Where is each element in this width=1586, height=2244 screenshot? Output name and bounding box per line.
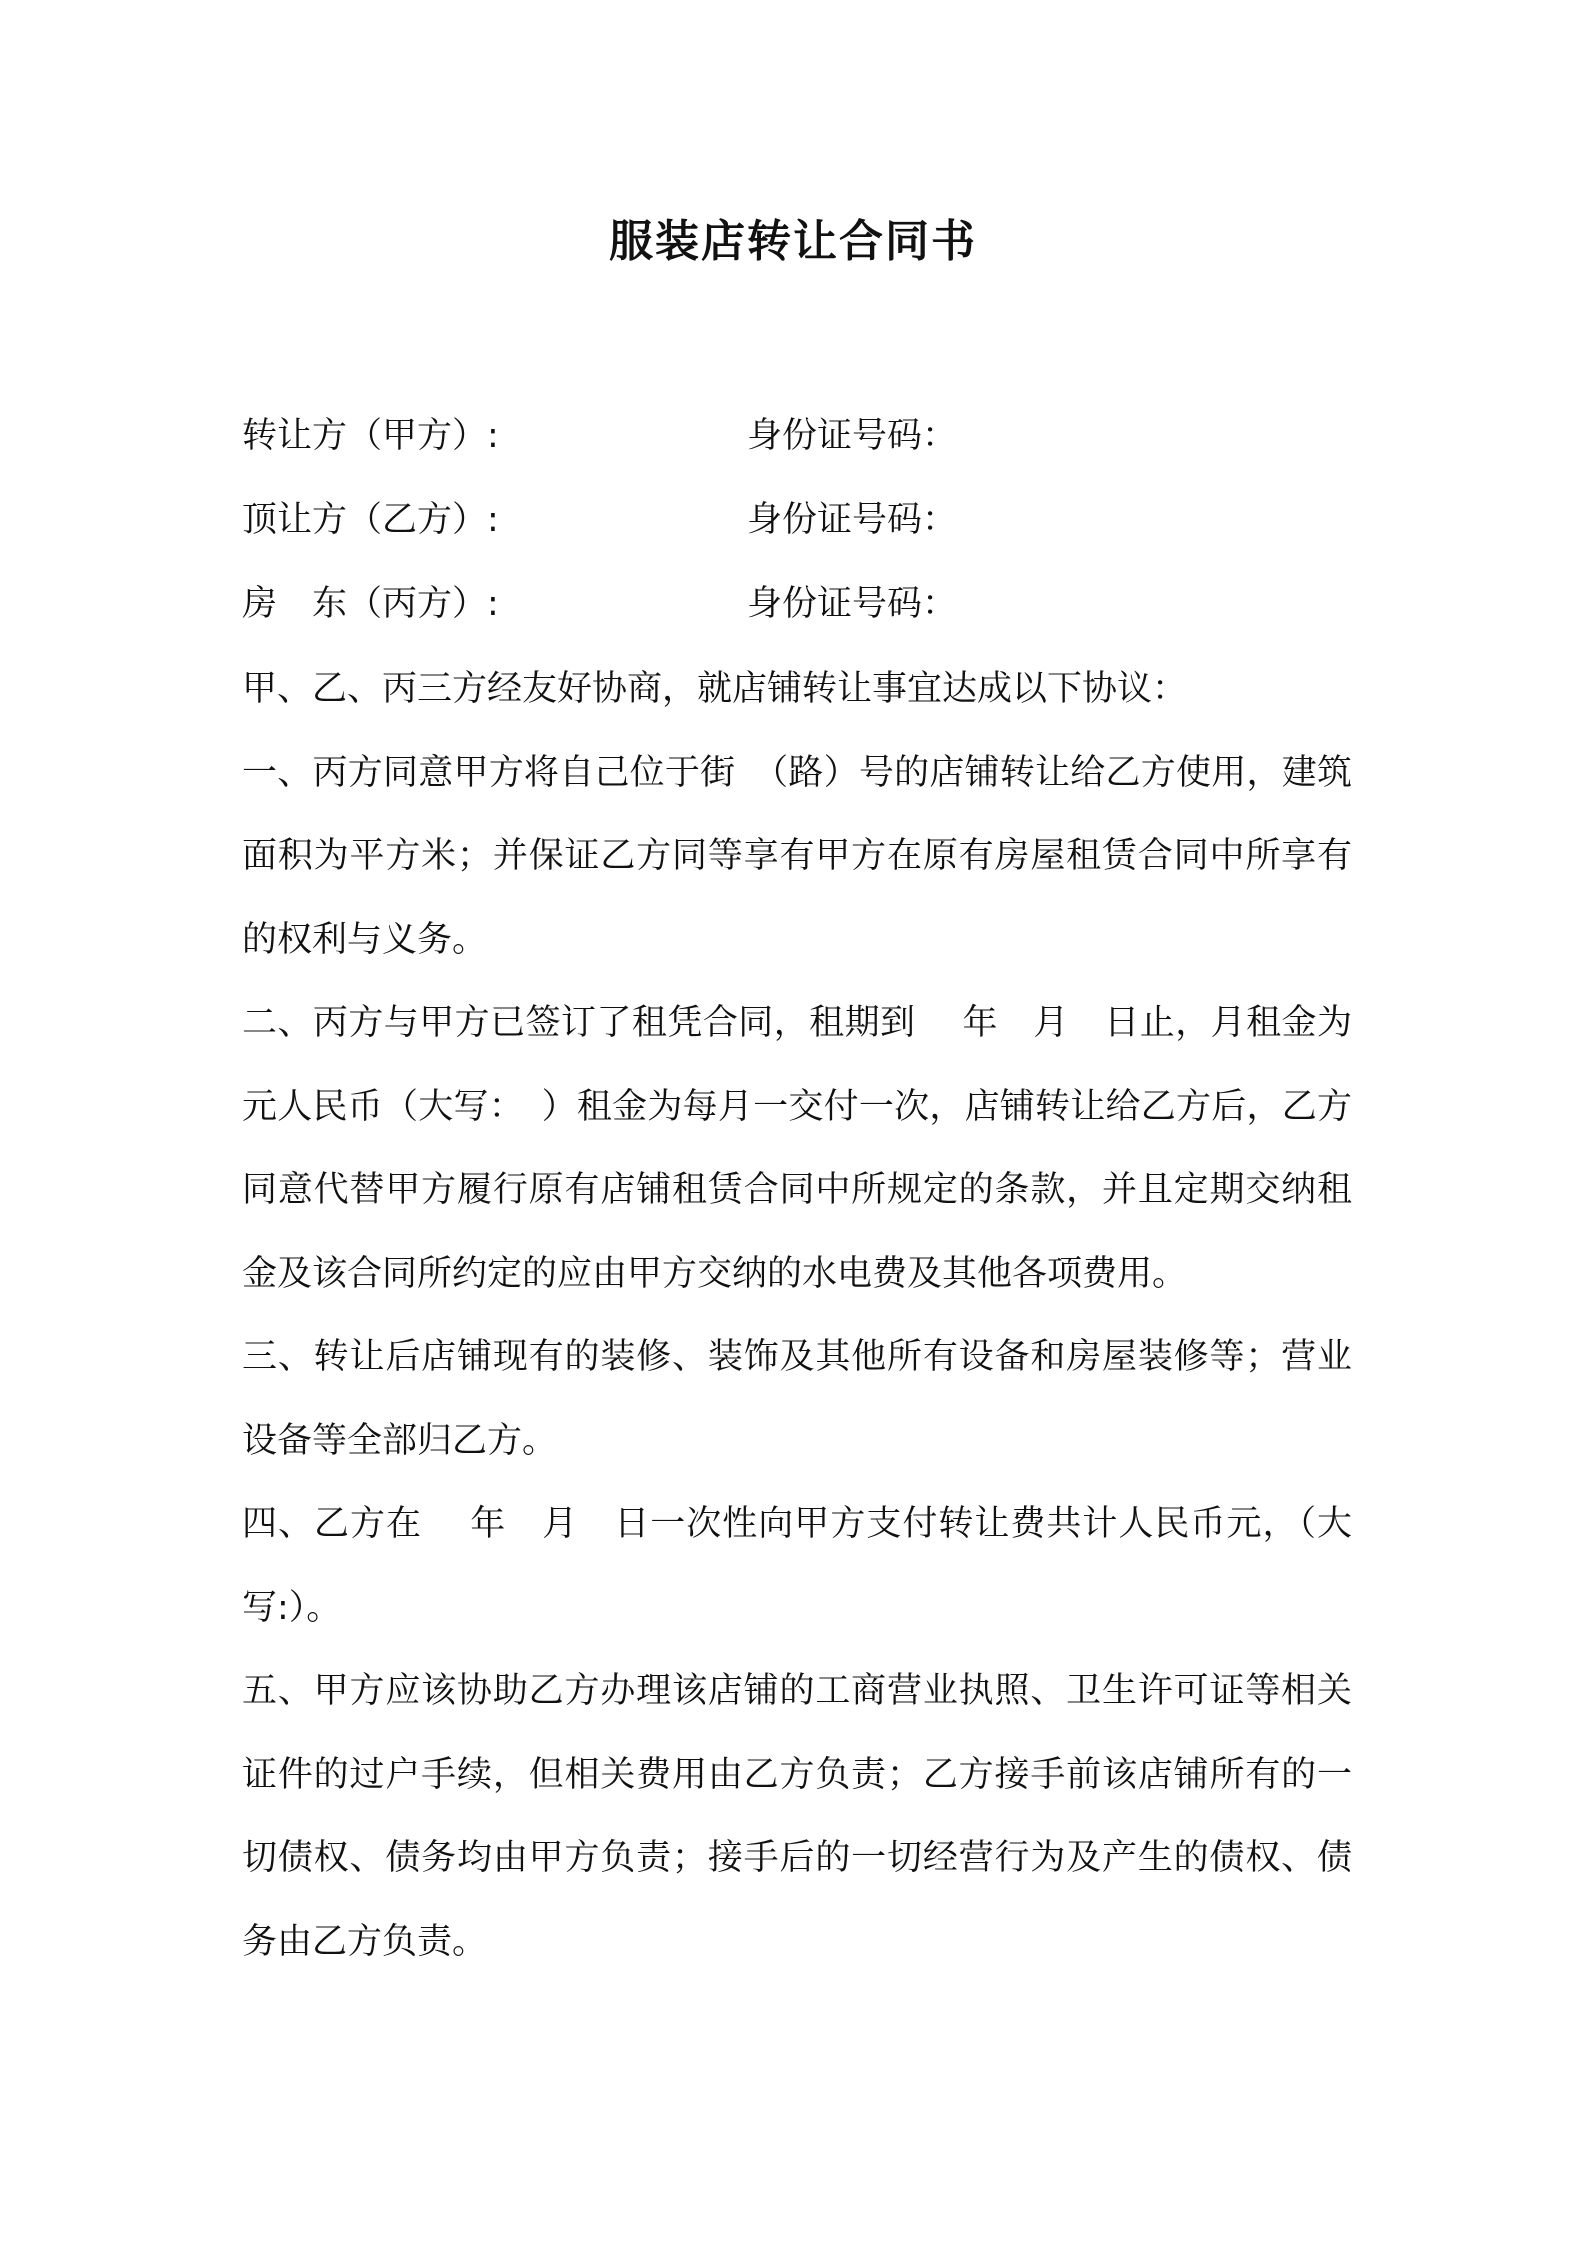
- party-role-label: 转让方（甲方）:: [242, 416, 499, 456]
- party-row-transferor: [242, 406, 1362, 466]
- id-number-label: 身份证号码：: [747, 500, 958, 540]
- party-role-label: 房 东（丙方）:: [242, 584, 499, 624]
- party-row-landlord: [242, 574, 1362, 634]
- page-title: 服装店转让合同书: [609, 216, 977, 267]
- party-row-transferee: [242, 490, 1362, 550]
- contract-body: [242, 648, 1352, 1984]
- clause-2: 二、丙方与甲方已签订了租凭合同，租期到 年 月 日止，月租金为元人民币（大写： ）租金为每月一交付一次，店铺转让给乙方后，乙方同意代替甲方履行原有店铺租赁合同中所规定的条款，并且定期交纳租金及该合同所约定的应由甲方交纳的水电费及其他各项费用。: [242, 1003, 1352, 1294]
- intro-paragraph: 甲、乙、丙三方经友好协商，就店铺转让事宜达成以下协议：: [242, 669, 1188, 709]
- clause-1: 一、丙方同意甲方将自己位于街 （路）号的店铺转让给乙方使用，建筑面积为平方米；并保证乙方同等享有甲方在原有房屋租赁合同中所享有的权利与义务。: [242, 752, 1352, 960]
- clause-3: 三、转让后店铺现有的装修、装饰及其他所有设备和房屋装修等；营业设备等全部归乙方。: [242, 1337, 1352, 1461]
- id-number-label: 身份证号码：: [747, 416, 958, 456]
- clause-5: 五、甲方应该协助乙方办理该店铺的工商营业执照、卫生许可证等相关证件的过户手续，但相关费用由乙方负责；乙方接手前该店铺所有的一切债权、债务均由甲方负责；接手后的一切经营行为及产生的债权、债务由乙方负责。: [242, 1671, 1352, 1962]
- id-number-label: 身份证号码：: [747, 584, 958, 624]
- clause-4: 四、乙方在 年 月 日一次性向甲方支付转让费共计人民币元，（大写:）。: [242, 1504, 1352, 1628]
- party-role-label: 顶让方（乙方）:: [242, 500, 499, 540]
